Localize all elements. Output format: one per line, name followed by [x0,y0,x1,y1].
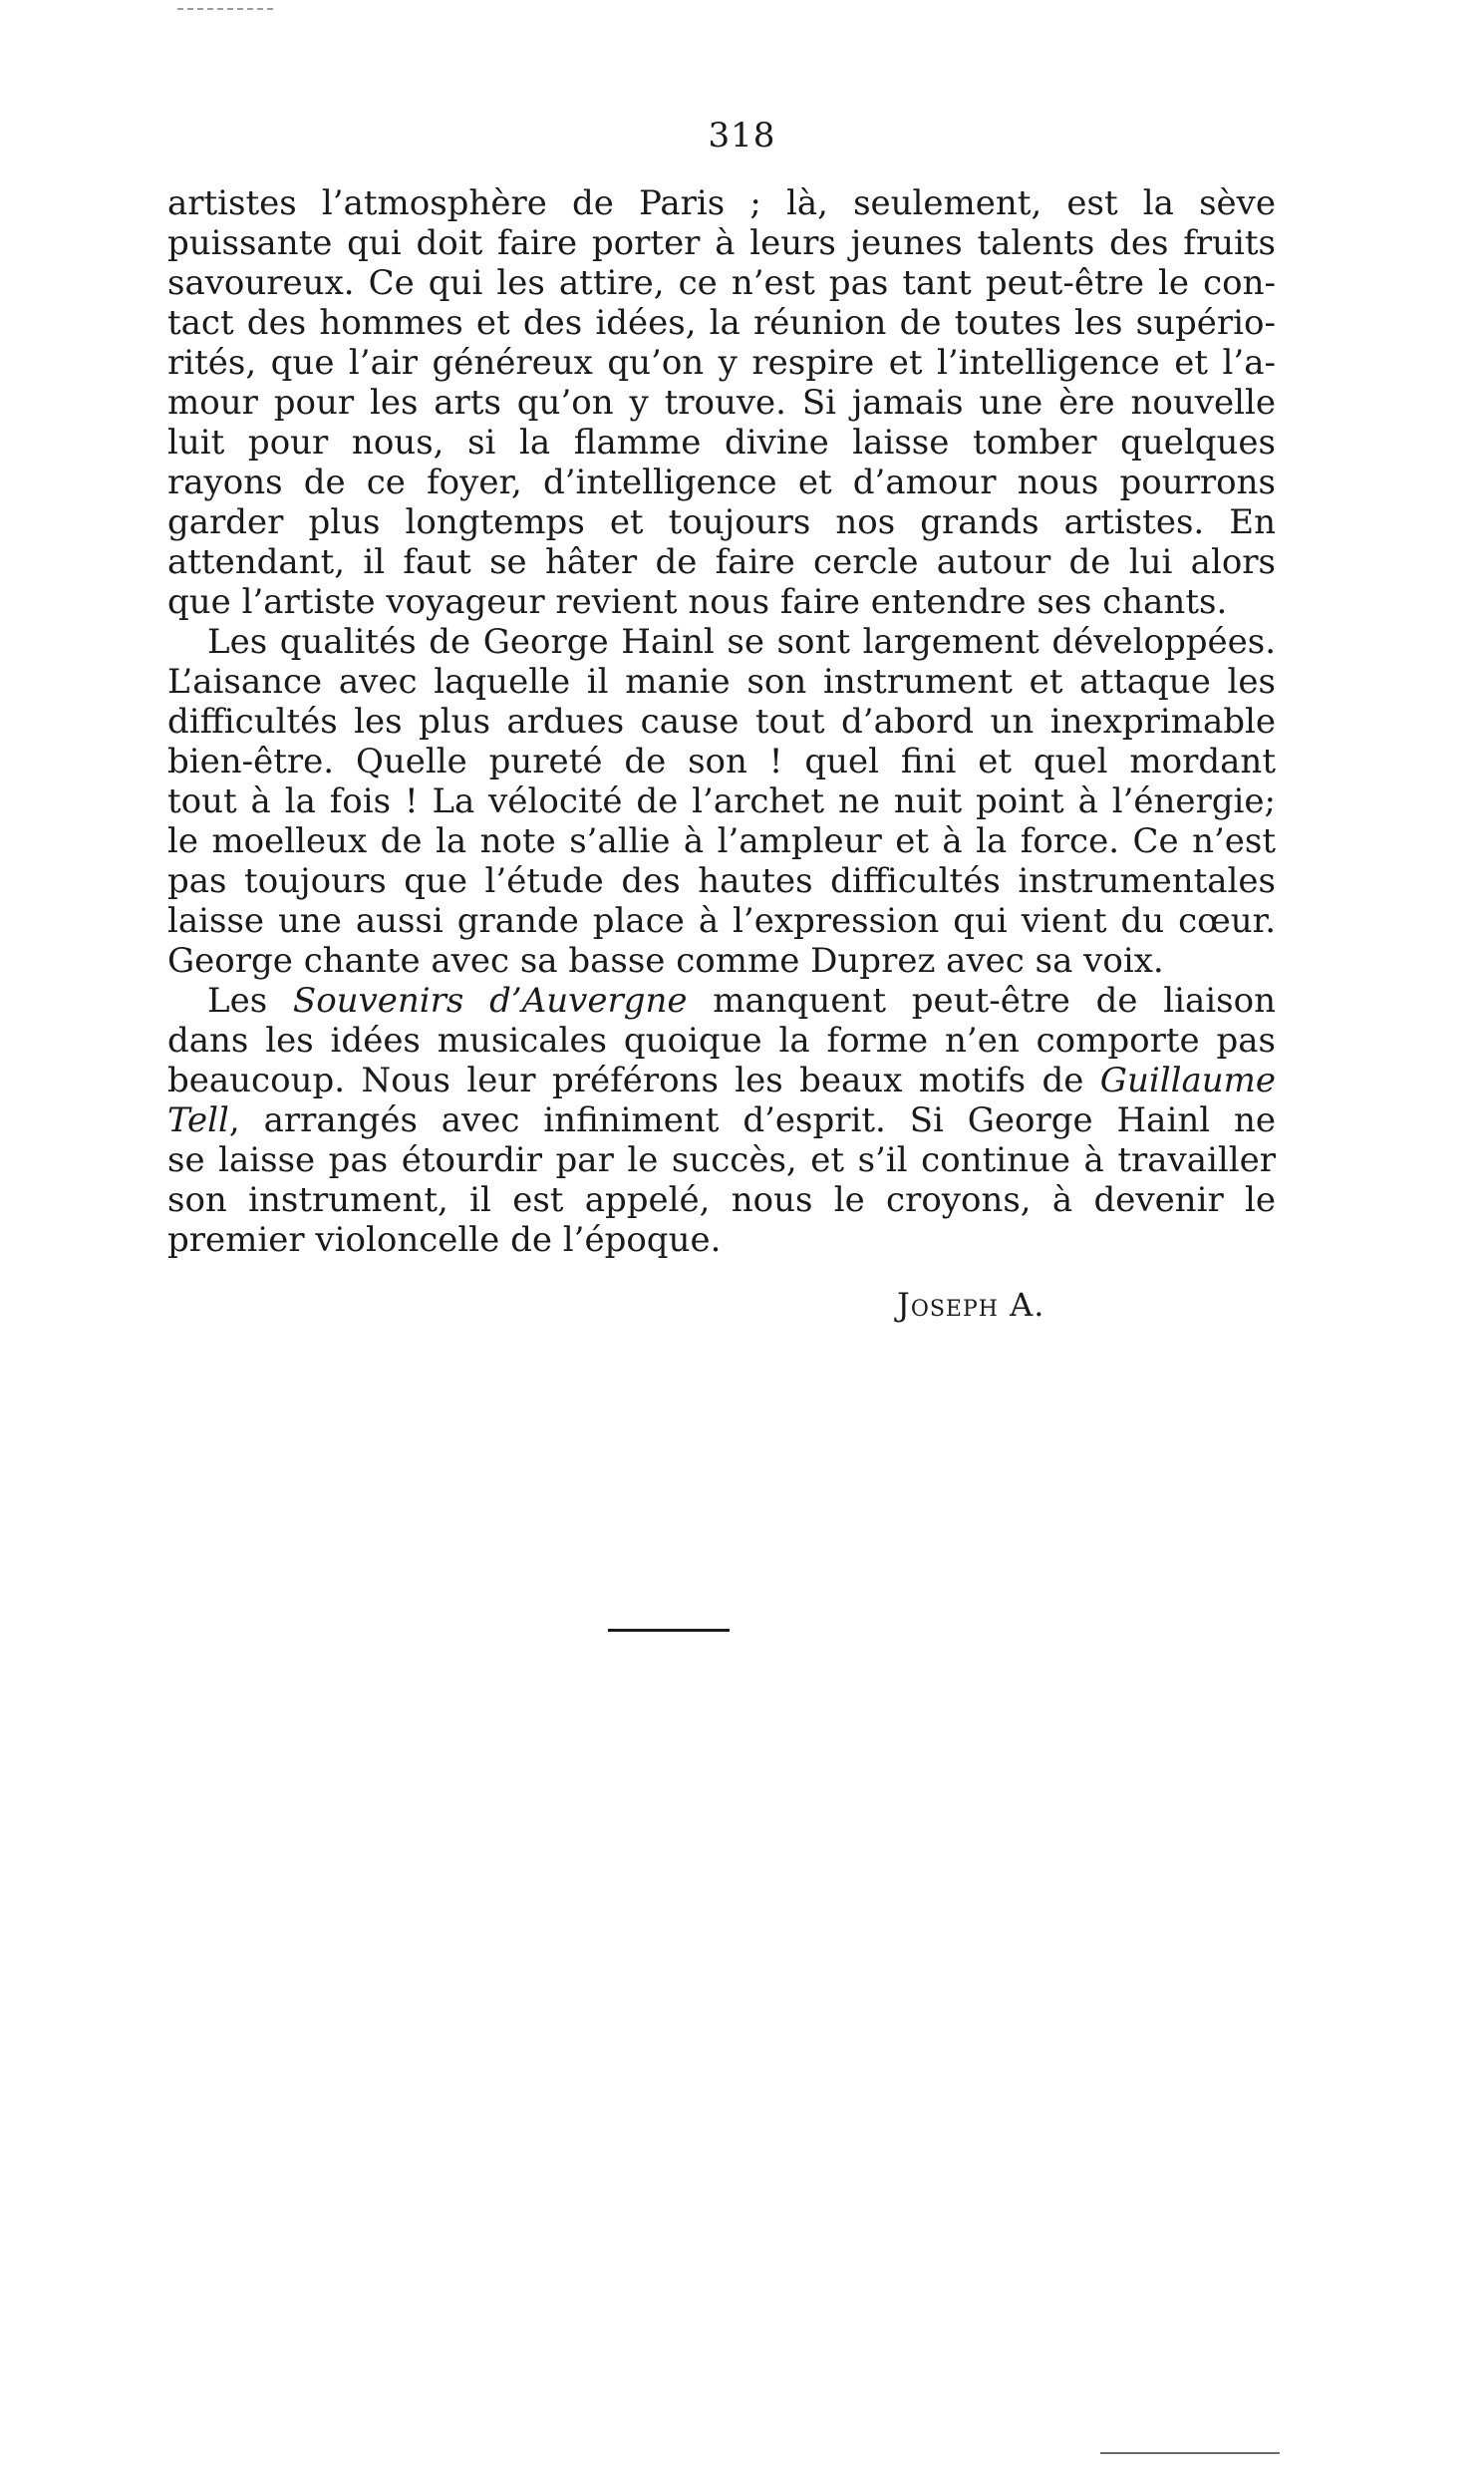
text-line: rités, que l’air généreux qu’on y respire et l’intelligence et l’a- [167,343,1276,383]
text-line [167,1061,1276,1100]
text-run: Les [207,981,293,1021]
text-line: savoureux. Ce qui les attire, ce n’est pas tant peut-être le con- [167,263,1276,303]
text-line: mour pour les arts qu’on y trouve. Si jamais une ère nouvelle [167,383,1276,423]
text-line: premier violoncelle de l’époque. [167,1220,722,1260]
text-line: L’aisance avec laquelle il manie son instrument et attaque les [167,662,1276,702]
text-line: se laisse pas étourdir par le succès, et s’il continue à travailler [167,1140,1276,1180]
text-line: George chante avec sa basse comme Duprez avec sa voix. [167,941,1164,981]
bottom-edge-rule [1100,2452,1280,2454]
text-run: , arrangés avec infiniment d’esprit. Si George Hainl ne [228,1100,1276,1140]
italic-title: Tell [167,1100,229,1140]
text-run: beaucoup. Nous leur préférons les beaux motifs de [167,1061,1100,1100]
text-line: pas toujours que l’étude des hautes difficultés instrumentales [167,861,1276,901]
text-line: luit pour nous, si la flamme divine laisse tomber quelques [167,423,1276,463]
top-edge-rule [177,8,273,10]
italic-title: Guillaume [1099,1061,1276,1100]
text-line: laisse une aussi grande place à l’expression qui vient du cœur. [167,901,1276,941]
text-line: tact des hommes et des idées, la réunion de toutes les supério- [167,303,1276,343]
text-line: tout à la fois ! La vélocité de l’archet ne nuit point à l’énergie; [167,781,1276,821]
page-number: 318 [708,116,776,155]
italic-title: Souvenirs d’Auvergne [292,981,688,1021]
text-line: son instrument, il est appelé, nous le croyons, à devenir le [167,1180,1276,1220]
text-line [167,1100,1276,1140]
end-rule [608,1629,730,1632]
text-line [167,981,1276,1021]
text-line: puissante qui doit faire porter à leurs jeunes talents des fruits [167,223,1276,263]
text-line: le moelleux de la note s’allie à l’ampleur et à la force. Ce n’est [167,821,1276,861]
text-run: manquent peut-être de liaison [687,981,1276,1021]
text-line: attendant, il faut se hâter de faire cercle autour de lui alors [167,542,1276,582]
text-line: garder plus longtemps et toujours nos grands artistes. En [167,502,1276,542]
text-line: bien-être. Quelle pureté de son ! quel fini et quel mordant [167,742,1276,781]
text-line: rayons de ce foyer, d’intelligence et d’amour nous pourrons [167,463,1276,502]
text-line: Les qualités de George Hainl se sont largement développées. [207,622,1276,662]
text-line: difficultés les plus ardues cause tout d’abord un inexprimable [167,702,1276,742]
text-line: dans les idées musicales quoique la forme n’en comporte pas [167,1021,1276,1061]
author-signature: Joseph A. [897,1286,1045,1324]
article-body [167,183,1276,1260]
text-line: que l’artiste voyageur revient nous faire entendre ses chants. [167,582,1228,622]
text-line: artistes l’atmosphère de Paris ; là, seulement, est la sève [167,183,1276,223]
